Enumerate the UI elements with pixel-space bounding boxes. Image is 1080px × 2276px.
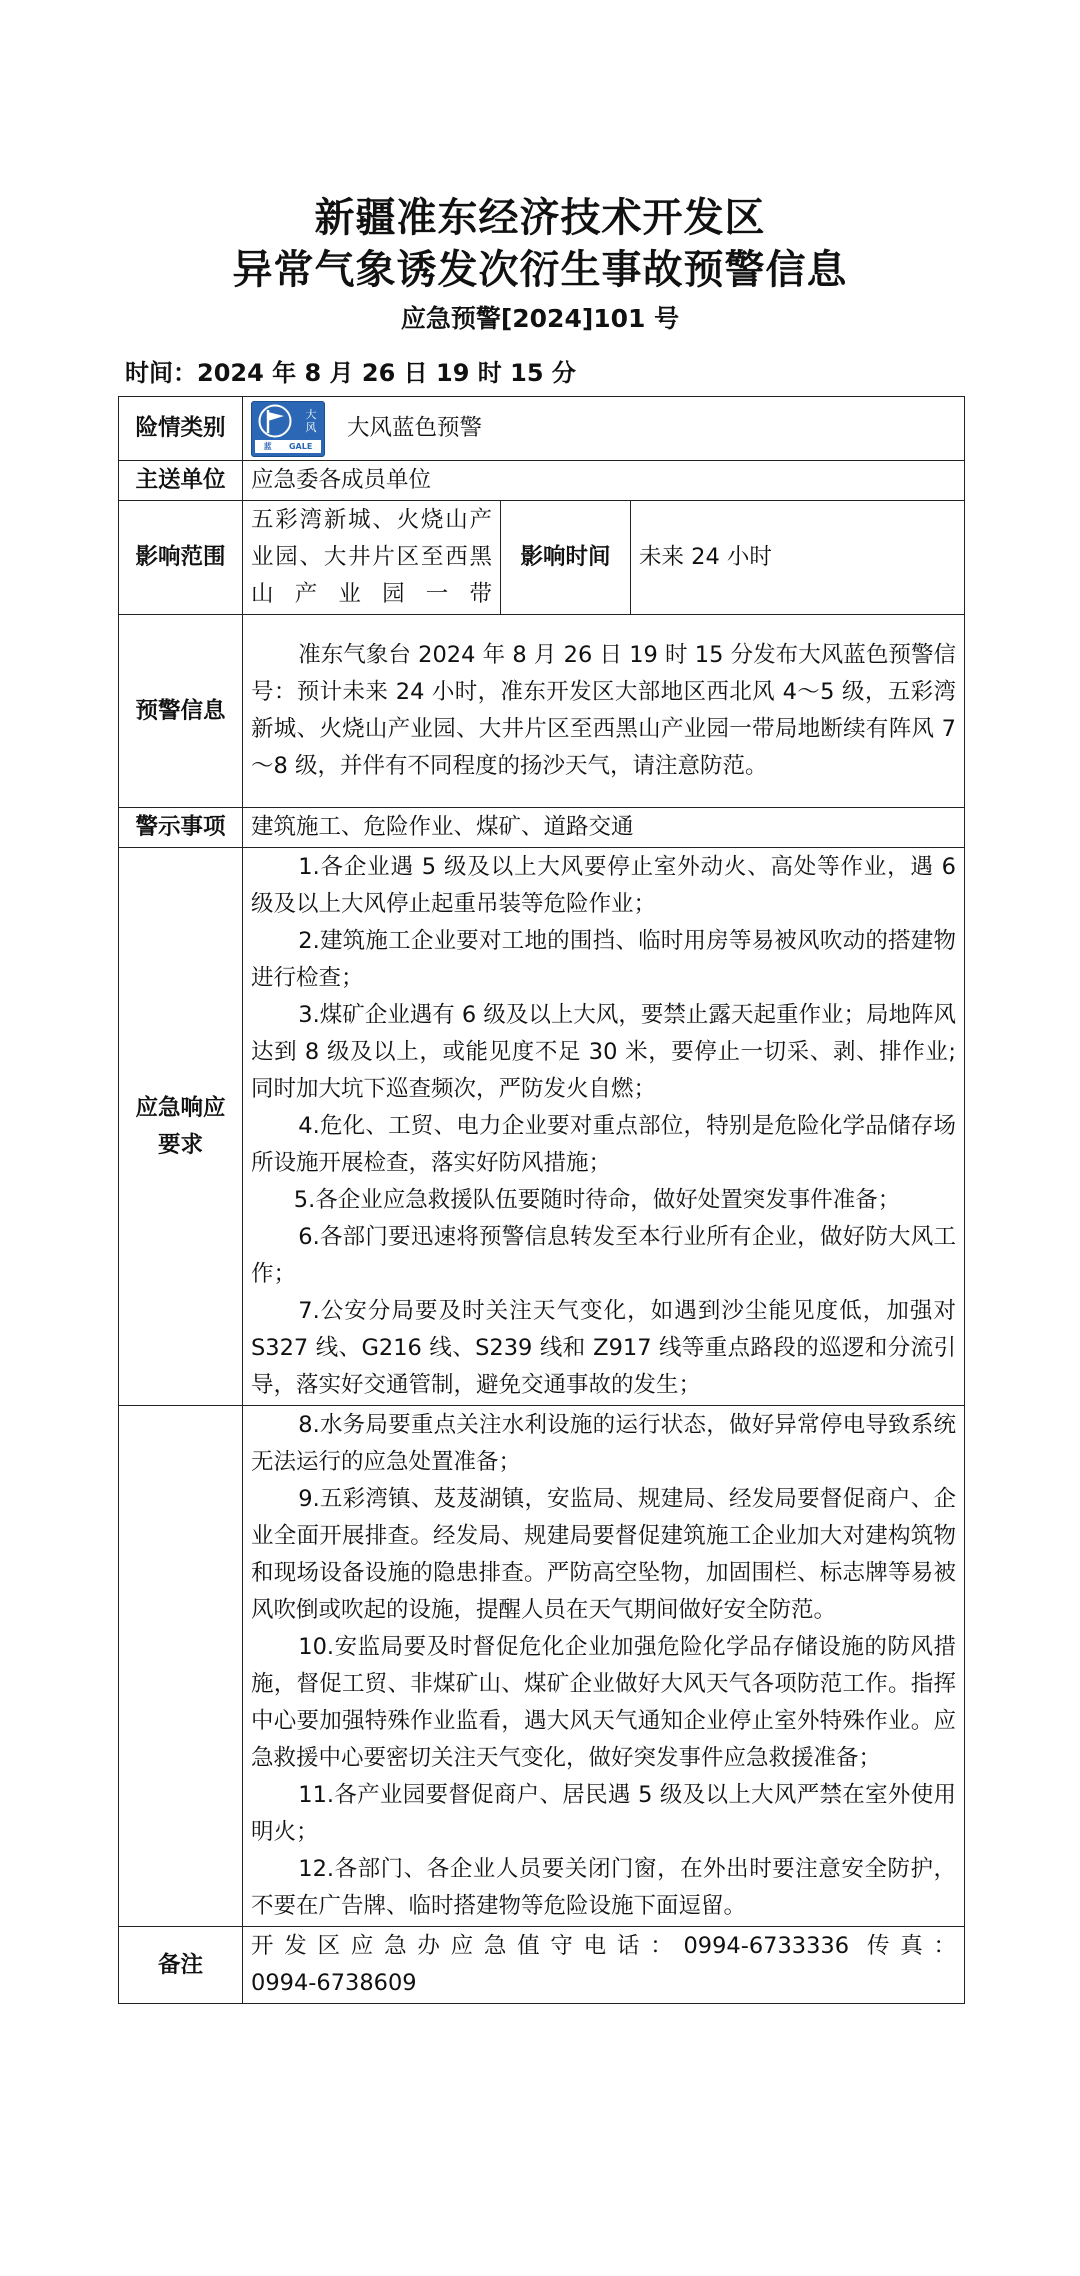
response-item: 4.危化、工贸、电力企业要对重点部位，特别是危险化学品储存场所设施开展检查，落实好防风措施； — [251, 1113, 956, 1176]
response-label: 应急响应要求 — [119, 848, 243, 1406]
duration-value: 未来 24 小时 — [631, 501, 965, 615]
document-title-line1: 新疆准东经济技术开发区 — [314, 195, 766, 241]
scope-label: 影响范围 — [119, 501, 243, 615]
duration-label: 影响时间 — [501, 501, 631, 615]
type-value: 大风蓝色预警 — [347, 415, 483, 441]
sender-label: 主送单位 — [119, 461, 243, 501]
response-label-blank — [119, 1406, 243, 1927]
info-value: 准东气象台 2024 年 8 月 26 日 19 时 15 分发布大风蓝色预警信号：预计未来 24 小时，准东开发区大部地区西北风 4～5 级，五彩湾新城、火烧山产业园、大井片区至西黑山产业园一带局地断续有阵风 7～8 级，并伴有不同程度的扬沙天气，请注意防范。 — [251, 642, 956, 779]
row-type — [119, 397, 965, 461]
response-item: 7.公安分局要及时关注天气变化，如遇到沙尘能见度低，加强对 S327 线、G216 线、S239 线和 Z917 线等重点路段的巡逻和分流引导，落实好交通管制，避免交通事故的发生； — [251, 1298, 956, 1398]
gale-warning-flag-icon — [258, 404, 292, 438]
response-item: 12.各部门、各企业人员要关闭门窗，在外出时要注意安全防护，不要在广告牌、临时搭建物等危险设施下面逗留。 — [251, 1856, 956, 1919]
response-item: 10.安监局要及时督促危化企业加强危险化学品存储设施的防风措施，督促工贸、非煤矿山、煤矿企业做好大风天气各项防范工作。指挥中心要加强特殊作业监看，遇大风天气通知企业停止室外特殊作业。应急救援中心要密切关注天气变化，做好突发事件应急救援准备； — [251, 1634, 956, 1771]
response-cell-b — [243, 1406, 965, 1927]
row-response-a — [119, 848, 965, 1406]
response-item: 8.水务局要重点关注水利设施的运行状态，做好异常停电导致系统无法运行的应急处置准备； — [251, 1412, 956, 1475]
response-item: 6.各部门要迅速将预警信息转发至本行业所有企业，做好防大风工作； — [251, 1224, 956, 1287]
remarks-cell — [243, 1927, 965, 2004]
row-caution — [119, 808, 965, 848]
row-sender — [119, 461, 965, 501]
document-number: 应急预警[2024]101 号 — [400, 304, 680, 333]
sender-value: 应急委各成员单位 — [243, 461, 965, 501]
issue-time: 时间：2024 年 8 月 26 日 19 时 15 分 — [125, 359, 576, 387]
row-response-b — [119, 1406, 965, 1927]
caution-label: 警示事项 — [119, 808, 243, 848]
row-remarks — [119, 1927, 965, 2004]
info-label: 预警信息 — [119, 615, 243, 808]
badge-char-bottom: 风 — [305, 420, 317, 434]
response-item: 1.各企业遇 5 级及以上大风要停止室外动火、高处等作业，遇 6 级及以上大风停止起重吊装等危险作业； — [251, 854, 956, 917]
response-item: 2.建筑施工企业要对工地的围挡、临时用房等易被风吹动的搭建物进行检查； — [251, 928, 956, 991]
warning-table — [118, 396, 965, 2004]
remarks-line1: 开发区应急办应急值守电话：0994-6733336 传真： — [251, 1933, 956, 1959]
info-cell — [243, 615, 965, 808]
type-label: 险情类别 — [119, 397, 243, 461]
response-cell-a — [243, 848, 965, 1406]
gale-warning-badge — [251, 401, 325, 457]
scope-value: 五彩湾新城、火烧山产业园、大井片区至西黑山产业园一带 — [243, 501, 501, 615]
badge-char-top: 大 — [305, 407, 317, 421]
type-cell — [243, 397, 965, 461]
response-item: 5.各企业应急救援队伍要随时待命，做好处置突发事件准备； — [293, 1187, 901, 1213]
remarks-line2: 0994-6738609 — [251, 1970, 417, 1996]
row-info — [119, 615, 965, 808]
row-scope — [119, 501, 965, 615]
response-item: 9.五彩湾镇、芨芨湖镇，安监局、规建局、经发局要督促商户、企业全面开展排查。经发局、规建局要督促建筑施工企业加大对建构筑物和现场设备设施的隐患排查。严防高空坠物，加固围栏、标志牌等易被风吹倒或吹起的设施，提醒人员在天气期间做好安全防范。 — [251, 1486, 956, 1623]
response-item: 3.煤矿企业遇有 6 级及以上大风，要禁止露天起重作业；局地阵风达到 8 级及以上，或能见度不足 30 米，要停止一切采、剥、排作业;同时加大坑下巡查频次，严防发火自燃； — [251, 1002, 956, 1102]
badge-level-char: 蓝 — [263, 441, 272, 451]
remarks-label: 备注 — [119, 1927, 243, 2004]
response-item: 11.各产业园要督促商户、居民遇 5 级及以上大风严禁在室外使用明火； — [251, 1782, 956, 1845]
caution-value: 建筑施工、危险作业、煤矿、道路交通 — [243, 808, 965, 848]
badge-english: GALE — [288, 441, 313, 451]
document-title-line2: 异常气象诱发次衍生事故预警信息 — [232, 247, 848, 293]
